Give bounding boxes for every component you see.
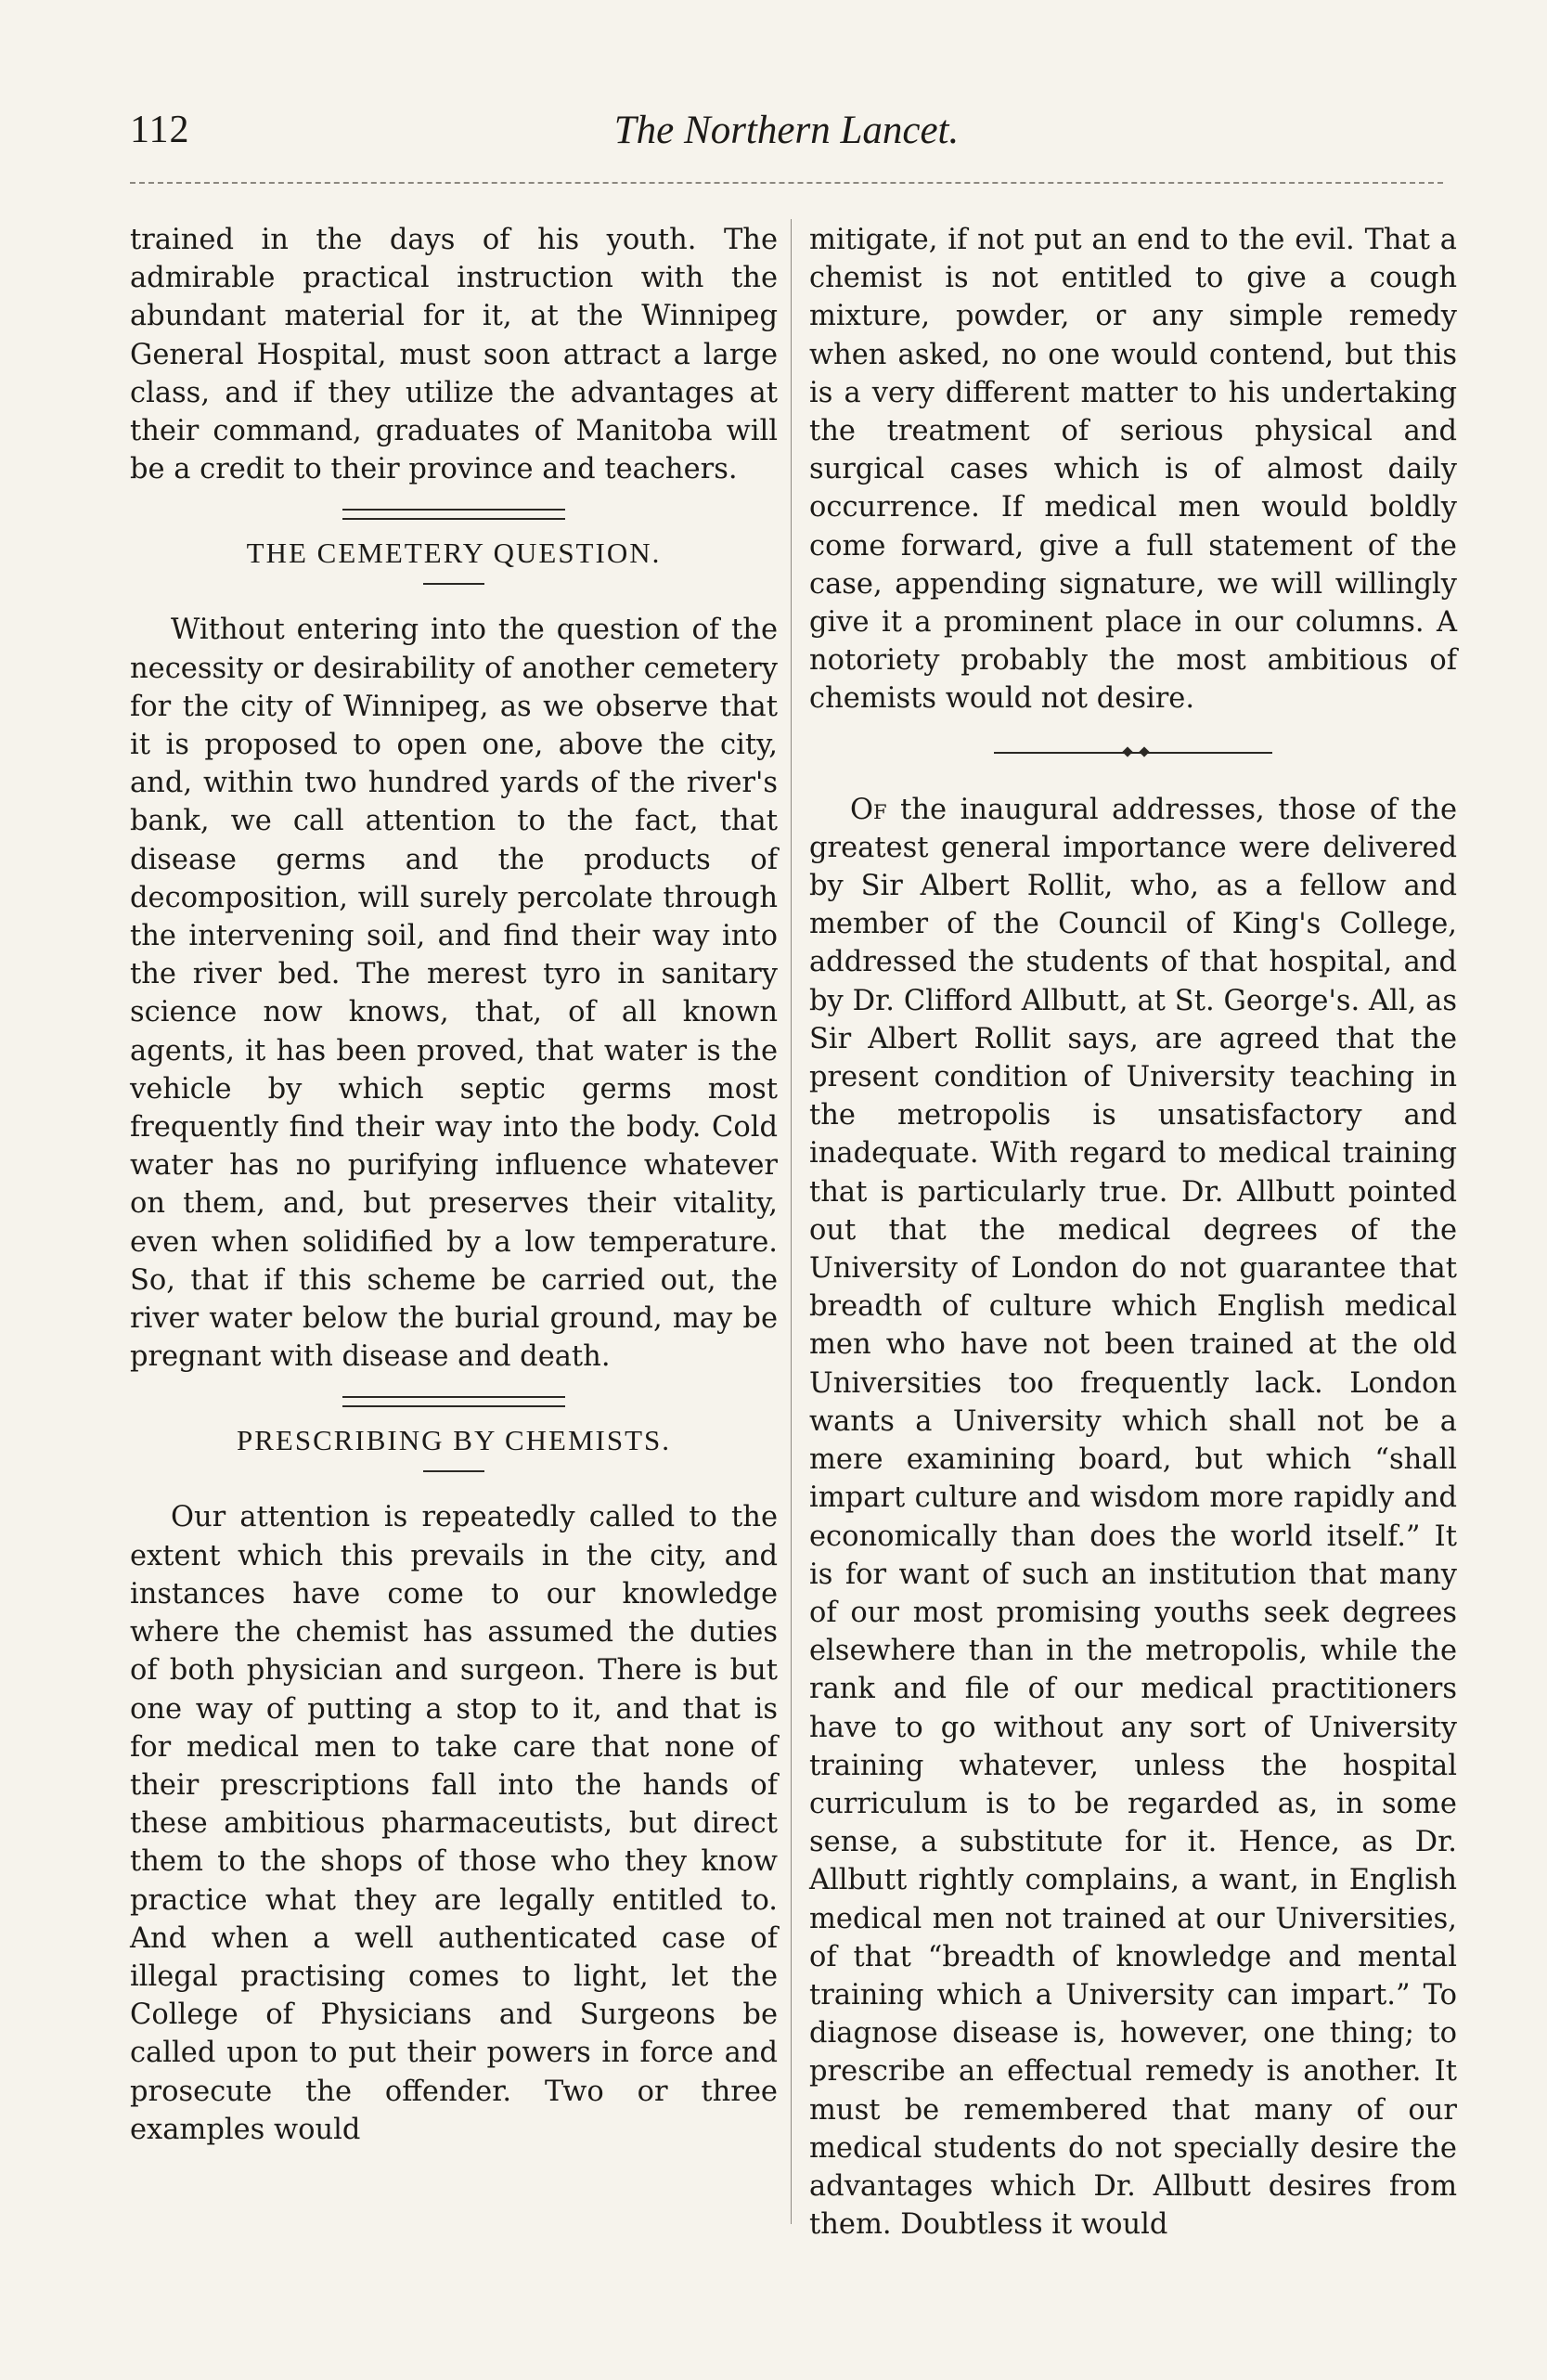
section-short-rule — [423, 1470, 484, 1472]
page-number: 112 — [130, 109, 190, 151]
continued-paragraph-left: trained in the days of his youth. The admirable practical instruction with the abundant material for it, at the Winnipeg General Hospital, must soon attract a large class, and if they utilize the advantages at their command, graduates of Manitoba will be a credit to their province and teachers. — [130, 224, 778, 486]
section-title-prescribing: PRESCRIBING BY CHEMISTS. — [236, 1424, 671, 1457]
column-divider — [791, 219, 792, 2224]
continued-paragraph-right: mitigate, if not put an end to the evil. That a chemist is not entitled to give a cough mixture, powder, or any simple remedy when asked, no one would contend, but this is a very different matter to his undertaking the treatment of serious physical and surgical cases which is of almost daily occurrence. If medical men would boldly come forward, give a full statement of the case, appending signature, we will willingly give it a prominent place in our columns. A notoriety probably the most ambitious of chemists would not desire. — [809, 224, 1457, 716]
section-body-prescribing: Our attention is repeatedly called to the extent which this prevails in the city, and instances have come to our knowledge where the chemist has assumed the duties of both physician and surgeon. There is but one way of putting a stop to it, and that is for medical men to take care that none of their prescriptions fall into the hands of these ambitious pharmaceutists, but direct them to the shops of those who they know practice what they are legally entitled to. And when a well authenticated case of illegal practising comes to light, let the College of Physicians and Surgeons be called upon to put their powers in force and prosecute the offender. Two or three examples would — [130, 1501, 778, 2146]
header-divider — [130, 182, 1443, 184]
section-double-rule — [342, 1396, 565, 1407]
section-short-rule — [423, 583, 484, 585]
running-head — [130, 108, 1443, 160]
section-title-cemetery: THE CEMETERY QUESTION. — [246, 537, 662, 570]
right-column — [809, 221, 1457, 2244]
ornamental-divider — [994, 746, 1272, 759]
running-title: The Northern Lancet. — [613, 109, 960, 152]
section-body-cemetery: Without entering into the question of the necessity or desirability of another cemetery for the city of Winnipeg, as we observe that it is proposed to open one, above the city, and, within two hundred yards of the river's bank, we call attention to the fact, that disease germs and the products of decomposition, will surely percolate through the intervening soil, and find their way into the river bed. The merest tyro in sanitary science now knows, that, of all known agents, it has been proved, that water is the vehicle by which septic germs most frequently find their way into the body. Cold water has no purifying influence whatever on them, and, but preserves their vitality, even when solidified by a low temperature. So, that if this scheme be carried out, the river water below the burial ground, may be pregnant with disease and death. — [130, 614, 778, 1374]
article-body: the inaugural addresses, those of the greatest general importance were delivered by Sir Albert Rollit, who, as a fellow and member of the Council of King's College, addressed the students of that hospital, and by Dr. Clifford Allbutt, at St. George's. All, as Sir Albert Rollit says, are agreed that the present condition of University teaching in the metropolis is unsatisfactory and inadequate. With regard to medical training that is particularly true. Dr. Allbutt pointed out that the medical degrees of the University of London do not guarantee that breadth of culture which English medical men who have not been trained at the old Universities too frequently lack. London wants a University which shall not be a mere examining board, but which “shall impart culture and wisdom more rapidly and economically than does the world itself.” It is for want of such an institution that many of our most promising youths seek degrees elsewhere than in the metropolis, while the rank and file of our medical practitioners have to go without any sort of University training whatever, unless the hospital curriculum is to be regarded as, in some sense, a substitute for it. Hence, as Dr. Allbutt rightly complains, a want, in English medical men not trained at our Universities, of that “breadth of knowledge and mental training which a University can impart.” To diagnose disease is, however, one thing; to prescribe an effectual remedy is another. It must be remembered that many of our medical students do not specially desire the advantages which Dr. Allbutt desires from them. Doubtless it would — [809, 793, 1457, 2242]
article-inaugural-addresses — [809, 791, 1457, 2244]
left-column — [130, 221, 778, 2149]
article-lead-word: Of — [850, 793, 887, 826]
section-double-rule — [342, 509, 565, 520]
